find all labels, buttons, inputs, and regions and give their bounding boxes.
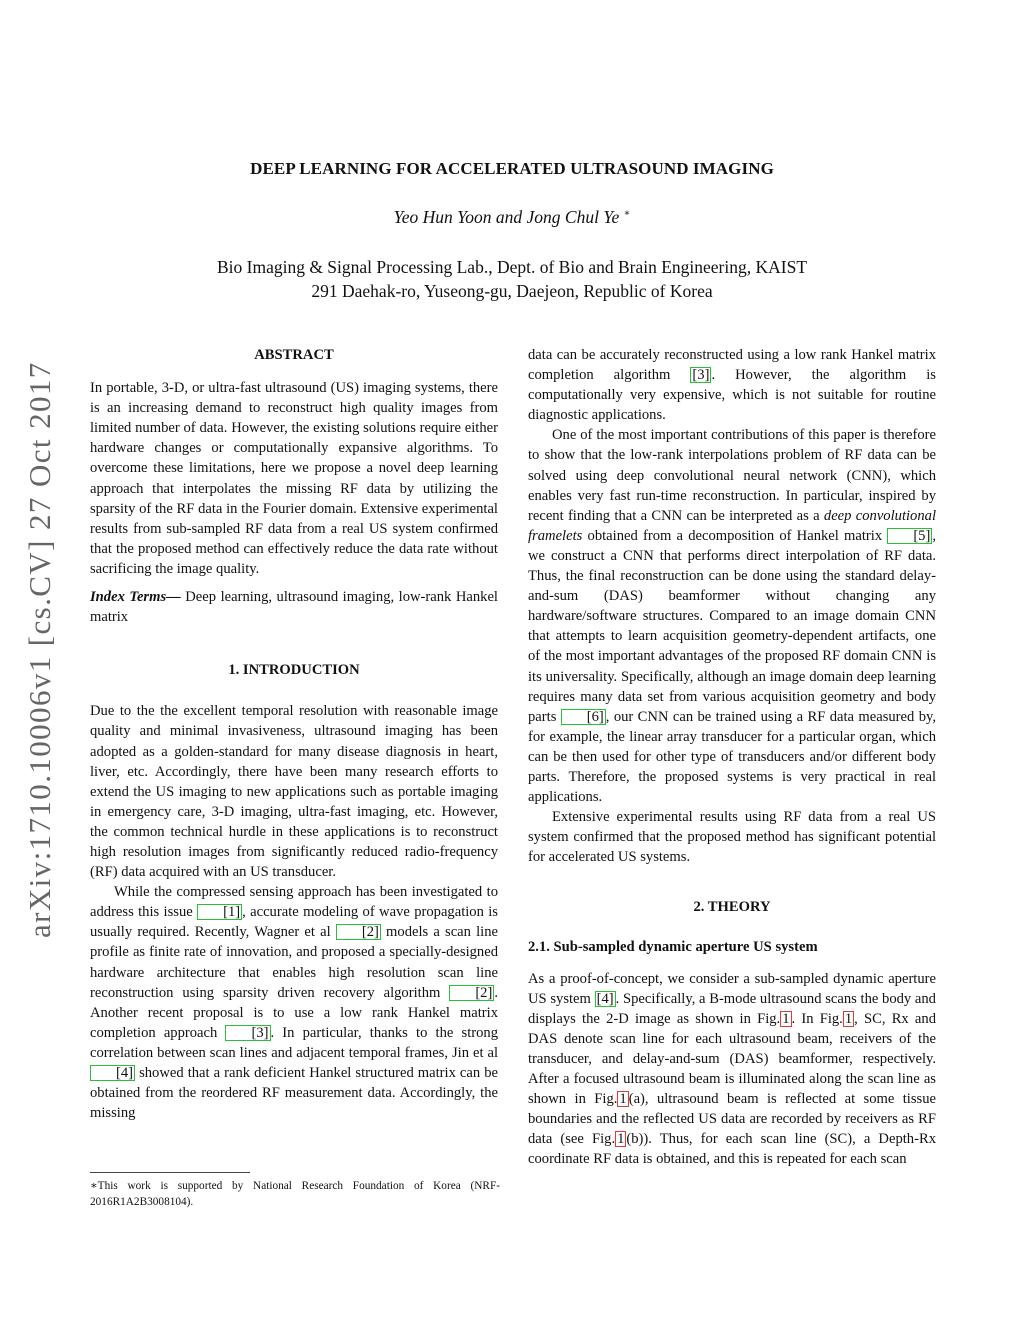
figure-link[interactable]: 1	[844, 1010, 853, 1027]
citation-link[interactable]: [3]	[692, 367, 710, 384]
abstract-heading: ABSTRACT	[254, 347, 334, 363]
figure-link[interactable]: 1	[782, 1010, 790, 1027]
author-names: Yeo Hun Yoon and Jong Chul Ye	[393, 207, 620, 227]
footnote-rule	[90, 1172, 250, 1173]
affiliation-line-1: Bio Imaging & Signal Processing Lab., Dept. of Bio and Brain Engineering, KAIST	[216, 257, 808, 277]
citation-link[interactable]: [1]	[197, 904, 242, 920]
left-column	[90, 345, 498, 1123]
citation-link[interactable]: [4]	[90, 1065, 135, 1081]
index-terms-text: Deep learning, ultrasound imaging, low-rank Hankel matrix	[90, 589, 498, 626]
abstract-text: In portable, 3-D, or ultra-fast ultrasound (US) imaging systems, there is an increasing demand to reconstruct high quality images from limited number of data. However, the existing solutions require either hardware changes or computationally expansive algorithms. To overcome these limitations, here we propose a novel deep learning approach that interpolates the missing RF data by utilizing the sparsity of the RF data in the Fourier domain. Extensive experimental results from sub-sampled RF data from a real US system confirmed that the proposed method can effectively reduce the data rate without sacrificing the image quality.	[90, 380, 498, 577]
intro-paragraph-2: While the compressed sensing approach has been investigated to address this issue [1] , accurate modeling of wave propagation is usually required. Recently, Wagner et al [2] models a scan line profile as finite rate of innovation, and proposed a specially-designed hardware architecture that enables high resolution scan line reconstruction using sparsity driven recovery algorithm [2] . Another recent proposal is to use a low rank Hankel matrix completion approach [3] . In particular, thanks to the strong correlation between scan lines and adjacent temporal frames, Jin et al [4] showed that a rank deficient Hankel structured matrix can be obtained from the reordered RF measurement data. Accordingly, the missing	[90, 884, 499, 1122]
affiliation-line-2: 291 Daehak-ro, Yuseong-gu, Daejeon, Republic of Korea	[311, 281, 713, 301]
intro-paragraph-1: Due to the the excellent temporal resolution with reasonable image quality and minimal invasiveness, ultrasound imaging has been adopted as a golden-standard for many disease diagnosis in heart, liver, etc. Accordingly, there have been many research efforts to extend the US imaging to new applications such as portable imaging in emergency care, 3-D imaging, ultra-fast imaging, etc. However, the common technical hurdle in these applications is to reconstruct high resolution images from significantly reduced radio-frequency (RF) data acquired with an US transducer.	[90, 703, 498, 881]
paper-authors	[0, 207, 1024, 228]
figure-link[interactable]: 1	[617, 1131, 625, 1148]
index-terms	[90, 587, 498, 627]
citation-link[interactable]: [2]	[336, 924, 381, 940]
citation-link[interactable]: [2]	[449, 985, 494, 1001]
citation-link[interactable]: [4]	[596, 990, 614, 1007]
theory-paragraph: As a proof-of-concept, we consider a sub-sampled dynamic aperture US system [4] . Specifically, a B-mode ultrasound scans the body and displays the 2-D image as shown in Fig. 1 . In Fig. 1 , SC, Rx and DAS denote scan line for each ultrasound beam, receivers of the transducer, and delay-and-sum (DAS) beamformer, respectively. After a focused ultrasound beam is illuminated along the scan line as shown in Fig. 1 (a), ultrasound beam is reflected at some tissue boundaries and the reflected US data are recorded by receivers as RF data (see Fig. 1 (b)). Thus, for each scan line (SC), a Depth-Rx coordinate RF data is obtained, and this is repeated for each scan	[528, 970, 937, 1168]
figure-link[interactable]: 1	[619, 1091, 627, 1108]
introduction-heading: 1. INTRODUCTION	[228, 662, 360, 679]
citation-link[interactable]: [6]	[561, 709, 606, 725]
author-footnote-mark: ∗	[623, 208, 631, 220]
theory-heading: 2. THEORY	[693, 899, 771, 916]
index-terms-label: Index Terms—	[90, 589, 181, 606]
right-column	[528, 345, 936, 1170]
arxiv-side-label: arXiv:1710.10006v1 [cs.CV] 27 Oct 2017	[22, 361, 57, 938]
footnote: ∗This work is supported by National Research Foundation of Korea (NRF-2016R1A2B3008104).	[90, 1180, 500, 1208]
right-paragraph-2: One of the most important contributions of this paper is therefore to show that the low-rank interpolations problem of RF data can be solved using deep convolutional neural network (CNN), which enables very fast run-time reconstruction. In particular, inspired by recent finding that a CNN can be interpreted as a deep convolutional framelets obtained from a decomposition of Hankel matrix [5] , we construct a CNN that performs direct interpolation of RF data. Thus, the final reconstruction can be done using the standard delay-and-sum (DAS) beamformer without changing any hardware/software structures. Compared to an image domain CNN that attempts to learn acquisition geometry-dependent artifacts, one of the most important advantages of the proposed RF domain CNN is its universality. Specifically, although an image domain deep learning requires many data set from various acquisition geometry and body parts [6] , our CNN can be trained using a RF data measured by, for example, the linear array transducer for a particular organ, which can be then used for other type of transducers and/or different body parts. Therefore, the proposed systems is very practical in real applications.	[528, 427, 936, 806]
right-paragraph-1: data can be accurately reconstructed using a low rank Hankel matrix completion algorithm [3] . However, the algorithm is computationally very expensive, which is not suitable for routine diagnostic applications.	[528, 347, 936, 424]
affiliation	[0, 255, 1024, 303]
citation-link[interactable]: [3]	[225, 1025, 270, 1041]
subsection-heading: 2.1. Sub-sampled dynamic aperture US system	[528, 938, 818, 955]
right-paragraph-3: Extensive experimental results using RF data from a real US system confirmed that the proposed method has significant potential for accelerated US systems.	[528, 809, 936, 866]
citation-link[interactable]: [5]	[887, 528, 932, 544]
paper-title: DEEP LEARNING FOR ACCELERATED ULTRASOUND IMAGING	[250, 159, 774, 178]
